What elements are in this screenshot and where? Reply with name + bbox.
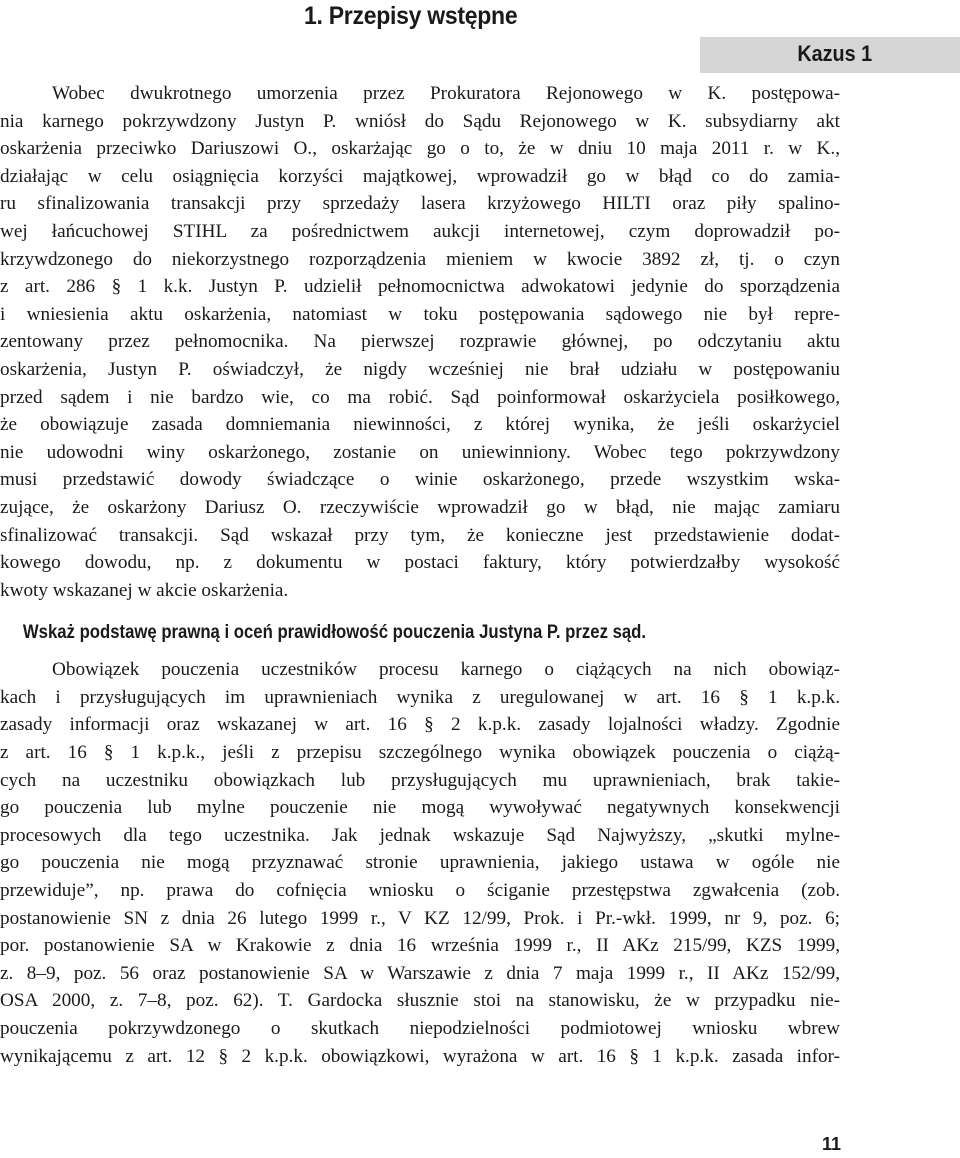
text-line: Wobec dwukrotnego umorzenia przez Prokuratora Rejonowego w K. postępowa- bbox=[52, 83, 840, 104]
text-line: że obowiązuje zasada domniemania niewinności, z której wynika, że jeśli oskarżyciel bbox=[0, 414, 840, 436]
text-line: z art. 286 § 1 k.k. Justyn P. udzielił pełnomocnictwa adwokatowi jedynie do sporządzenia bbox=[0, 276, 840, 298]
text-line: pouczenia pokrzywdzonego o skutkach niepodzielności podmiotowej wniosku wbrew bbox=[0, 1018, 840, 1039]
text-line: Obowiązek pouczenia uczestników procesu karnego o ciążących na nich obowiąz- bbox=[52, 659, 840, 681]
text-line: zasady informacji oraz wskazanej w art. 16 § 2 k.p.k. zasady lojalności władzy. Zgodnie bbox=[0, 714, 840, 736]
case-label: Kazus 1 bbox=[797, 41, 872, 66]
chapter-title: 1. Przepisy wstępne bbox=[304, 2, 518, 30]
text-line: postanowienie SN z dnia 26 lutego 1999 r., V KZ 12/99, Prok. i Pr.-wkł. 1999, nr 9, poz. 6; bbox=[0, 907, 840, 929]
question-heading: Wskaż podstawę prawną i oceń prawidłowość pouczenia Justyna P. przez sąd. bbox=[22, 622, 647, 644]
page-content bbox=[0, 80, 840, 1070]
text-line: przed sądem i nie bardzo wie, co ma robić. Sąd poinformował oskarżyciela posiłkowego, bbox=[0, 386, 840, 408]
text-line: z. 8–9, poz. 56 oraz postanowienie SA w Warszawie z dnia 7 maja 1999 r., II AKz 152/99, bbox=[0, 962, 840, 984]
text-line: musi przedstawić dowody świadczące o winie oskarżonego, przede wszystkim wska- bbox=[0, 469, 840, 491]
text-line: zentowany przez pełnomocnika. Na pierwszej rozprawie głównej, po odczytaniu aktu bbox=[0, 331, 840, 353]
text-line: wynikającemu z art. 12 § 2 k.p.k. obowiązkowi, wyrażona w art. 16 § 1 k.p.k. zasada infor- bbox=[0, 1045, 840, 1067]
text-line: oskarżenia, Justyn P. oświadczył, że nigdy wcześniej nie brał udziału w postępowaniu bbox=[0, 358, 840, 380]
text-line: nie udowodni winy oskarżonego, zostanie on uniewinniony. Wobec tego pokrzywdzony bbox=[0, 441, 840, 463]
case-tab bbox=[700, 37, 960, 73]
text-line: kach i przysługujących im uprawnieniach wynika z uregulowanej w art. 16 § 1 k.p.k. bbox=[0, 686, 840, 708]
text-line: kwoty wskazanej w akcie oskarżenia. bbox=[0, 579, 289, 601]
text-line: i wniesienia aktu oskarżenia, natomiast w toku postępowania sądowego nie był repre- bbox=[0, 303, 840, 325]
text-line: cych na uczestniku obowiązkach lub przysługujących mu uprawnieniach, brak takie- bbox=[0, 769, 840, 791]
text-line: działając w celu osiągnięcia korzyści majątkowej, wprowadził go w błąd co do zamia- bbox=[0, 165, 840, 187]
text-line: oskarżenia przeciwko Dariuszowi O., oskarżając go o to, że w dniu 10 maja 2011 r. w K., bbox=[0, 138, 840, 160]
text-line: wej łańcuchowej STIHL za pośrednictwem aukcji internetowej, czym doprowadził po- bbox=[0, 220, 840, 242]
text-line: OSA 2000, z. 7–8, poz. 62). T. Gardocka słusznie stoi na stanowisku, że w przypadku nie- bbox=[0, 990, 840, 1012]
text-line: sfinalizować transakcji. Sąd wskazał przy tym, że konieczne jest przedstawienie dodat- bbox=[0, 524, 840, 546]
text-line: przewiduje”, np. prawa do cofnięcia wniosku o ściganie przestępstwa zgwałcenia (zob. bbox=[0, 880, 840, 902]
text-line: nia karnego pokrzywdzony Justyn P. wniósł do Sądu Rejonowego w K. subsydiarny akt bbox=[0, 110, 840, 132]
text-line: por. postanowienie SA w Krakowie z dnia 16 września 1999 r., II AKz 215/99, KZS 1999, bbox=[0, 935, 840, 957]
page-number: 11 bbox=[822, 1134, 842, 1154]
case-paragraph bbox=[0, 80, 840, 604]
text-line: z art. 16 § 1 k.p.k., jeśli z przepisu szczególnego wynika obowiązek pouczenia o ciążą- bbox=[0, 742, 840, 764]
text-line: go pouczenia nie mogą przyznawać stronie uprawnienia, jakiego ustawa w ogóle nie bbox=[0, 852, 840, 874]
text-line: ru sfinalizowania transakcji przy sprzedaży lasera krzyżowego HILTI oraz piły spalino- bbox=[0, 193, 840, 215]
text-line: zujące, że oskarżony Dariusz O. rzeczywiście wprowadził go w błąd, nie mając zamiaru bbox=[0, 496, 840, 518]
text-line: krzywdzonego do niekorzystnego rozporządzenia mieniem w kwocie 3892 zł, tj. o czyn bbox=[0, 248, 840, 270]
text-line: go pouczenia lub mylne pouczenie nie mogą wywoływać negatywnych konsekwencji bbox=[0, 797, 840, 819]
text-line: procesowych dla tego uczestnika. Jak jednak wskazuje Sąd Najwyższy, „skutki mylne- bbox=[0, 824, 840, 846]
text-line: kowego dowodu, np. z dokumentu w postaci faktury, który potwierdzałby wysokość bbox=[0, 552, 840, 574]
answer-paragraph bbox=[0, 656, 840, 1070]
